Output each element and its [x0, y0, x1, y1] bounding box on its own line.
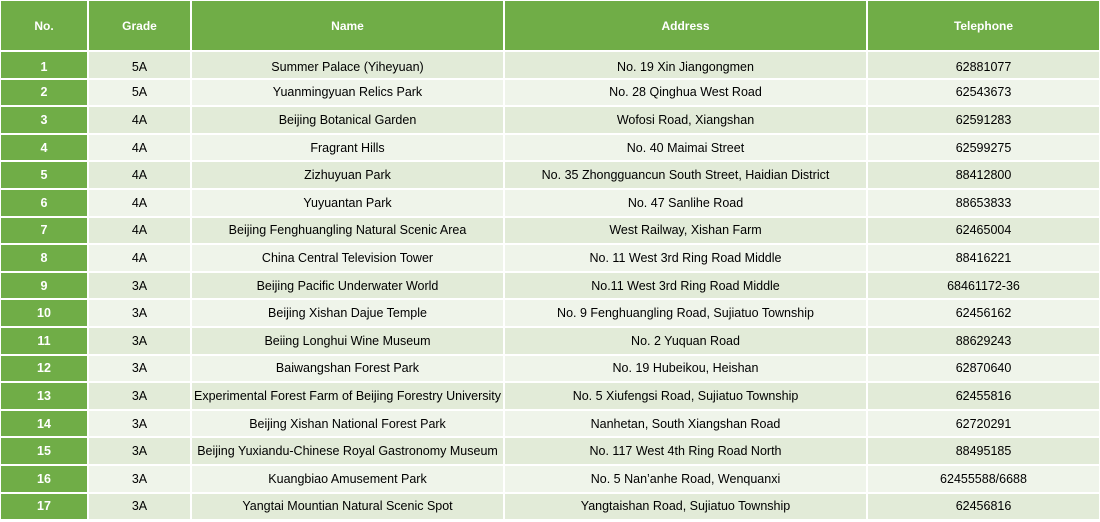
address-cell: No. 9 Fenghuangling Road, Sujiatuo Township — [505, 300, 866, 326]
grade-cell: 3A — [89, 438, 190, 464]
grade-cell: 4A — [89, 107, 190, 133]
name-cell: Yuyuantan Park — [192, 190, 503, 216]
row-number-cell: 3 — [1, 107, 87, 133]
grade-cell: 3A — [89, 273, 190, 299]
table-row — [1, 356, 1099, 382]
row-number-cell: 2 — [1, 80, 87, 106]
telephone-cell: 88412800 — [868, 162, 1099, 188]
grade-cell: 5A — [89, 80, 190, 106]
table-row — [1, 438, 1099, 464]
name-cell: Beiing Longhui Wine Museum — [192, 328, 503, 354]
address-cell: No. 47 Sanlihe Road — [505, 190, 866, 216]
row-number-cell: 15 — [1, 438, 87, 464]
row-number-cell: 17 — [1, 494, 87, 520]
address-cell: No. 2 Yuquan Road — [505, 328, 866, 354]
name-cell: Beijing Xishan Dajue Temple — [192, 300, 503, 326]
address-cell: Nanhetan, South Xiangshan Road — [505, 411, 866, 437]
telephone-cell: 68461172-36 — [868, 273, 1099, 299]
header-address: Address — [505, 1, 866, 50]
table-row — [1, 494, 1099, 520]
row-number-cell: 9 — [1, 273, 87, 299]
table-row — [1, 411, 1099, 437]
header-grade: Grade — [89, 1, 190, 50]
table-row — [1, 135, 1099, 161]
table-row — [1, 218, 1099, 244]
grade-cell: 3A — [89, 356, 190, 382]
telephone-cell: 62455588/6688 — [868, 466, 1099, 492]
name-cell: Summer Palace (Yiheyuan) — [192, 52, 503, 78]
address-cell: No. 19 Xin Jiangongmen — [505, 52, 866, 78]
name-cell: Zizhuyuan Park — [192, 162, 503, 188]
address-cell: No. 40 Maimai Street — [505, 135, 866, 161]
address-cell: No. 5 Nan’anhe Road, Wenquanxi — [505, 466, 866, 492]
row-number-cell: 10 — [1, 300, 87, 326]
telephone-cell: 62591283 — [868, 107, 1099, 133]
header-name: Name — [192, 1, 503, 50]
grade-cell: 4A — [89, 135, 190, 161]
row-number-cell: 16 — [1, 466, 87, 492]
table-row — [1, 190, 1099, 216]
address-cell: No. 5 Xiufengsi Road, Sujiatuo Township — [505, 383, 866, 409]
name-cell: Beijing Pacific Underwater World — [192, 273, 503, 299]
name-cell: Baiwangshan Forest Park — [192, 356, 503, 382]
grade-cell: 3A — [89, 411, 190, 437]
row-number-cell: 13 — [1, 383, 87, 409]
name-cell: Yangtai Mountian Natural Scenic Spot — [192, 494, 503, 520]
telephone-cell: 62543673 — [868, 80, 1099, 106]
name-cell: Beijing Fenghuangling Natural Scenic Area — [192, 218, 503, 244]
row-number-cell: 4 — [1, 135, 87, 161]
address-cell: No. 35 Zhongguancun South Street, Haidian District — [505, 162, 866, 188]
row-number-cell: 11 — [1, 328, 87, 354]
telephone-cell: 88629243 — [868, 328, 1099, 354]
name-cell: Fragrant Hills — [192, 135, 503, 161]
telephone-cell: 88653833 — [868, 190, 1099, 216]
telephone-cell: 62455816 — [868, 383, 1099, 409]
grade-cell: 3A — [89, 300, 190, 326]
telephone-cell: 62720291 — [868, 411, 1099, 437]
name-cell: Beijing Yuxiandu-Chinese Royal Gastronomy Museum — [192, 438, 503, 464]
grade-cell: 3A — [89, 494, 190, 520]
row-number-cell: 1 — [1, 52, 87, 78]
name-cell: Beijing Xishan National Forest Park — [192, 411, 503, 437]
grade-cell: 4A — [89, 162, 190, 188]
name-cell: Kuangbiao Amusement Park — [192, 466, 503, 492]
name-cell: Beijing Botanical Garden — [192, 107, 503, 133]
grade-cell: 3A — [89, 328, 190, 354]
address-cell: Yangtaishan Road, Sujiatuo Township — [505, 494, 866, 520]
row-number-cell: 8 — [1, 245, 87, 271]
name-cell: Yuanmingyuan Relics Park — [192, 80, 503, 106]
table-row — [1, 80, 1099, 106]
header-no: No. — [1, 1, 87, 50]
address-cell: No. 28 Qinghua West Road — [505, 80, 866, 106]
grade-cell: 5A — [89, 52, 190, 78]
grade-cell: 4A — [89, 190, 190, 216]
address-cell: No.11 West 3rd Ring Road Middle — [505, 273, 866, 299]
grade-cell: 4A — [89, 218, 190, 244]
telephone-cell: 88416221 — [868, 245, 1099, 271]
table-row — [1, 328, 1099, 354]
telephone-cell: 88495185 — [868, 438, 1099, 464]
grade-cell: 3A — [89, 466, 190, 492]
row-number-cell: 7 — [1, 218, 87, 244]
address-cell: No. 117 West 4th Ring Road North — [505, 438, 866, 464]
address-cell: West Railway, Xishan Farm — [505, 218, 866, 244]
table-row — [1, 300, 1099, 326]
grade-cell: 4A — [89, 245, 190, 271]
address-cell: Wofosi Road, Xiangshan — [505, 107, 866, 133]
table-row — [1, 162, 1099, 188]
header-row — [1, 1, 1099, 50]
telephone-cell: 62599275 — [868, 135, 1099, 161]
table-row — [1, 107, 1099, 133]
name-cell: Experimental Forest Farm of Beijing Forestry University — [192, 383, 503, 409]
table-row — [1, 383, 1099, 409]
table-row — [1, 466, 1099, 492]
row-number-cell: 6 — [1, 190, 87, 216]
table-body — [1, 52, 1099, 519]
address-cell: No. 11 West 3rd Ring Road Middle — [505, 245, 866, 271]
telephone-cell: 62870640 — [868, 356, 1099, 382]
telephone-cell: 62456162 — [868, 300, 1099, 326]
table-row — [1, 245, 1099, 271]
row-number-cell: 14 — [1, 411, 87, 437]
telephone-cell: 62465004 — [868, 218, 1099, 244]
header-telephone: Telephone — [868, 1, 1099, 50]
row-number-cell: 5 — [1, 162, 87, 188]
table-row — [1, 52, 1099, 78]
name-cell: China Central Television Tower — [192, 245, 503, 271]
grade-cell: 3A — [89, 383, 190, 409]
telephone-cell: 62456816 — [868, 494, 1099, 520]
table-row — [1, 273, 1099, 299]
telephone-cell: 62881077 — [868, 52, 1099, 78]
address-cell: No. 19 Hubeikou, Heishan — [505, 356, 866, 382]
row-number-cell: 12 — [1, 356, 87, 382]
